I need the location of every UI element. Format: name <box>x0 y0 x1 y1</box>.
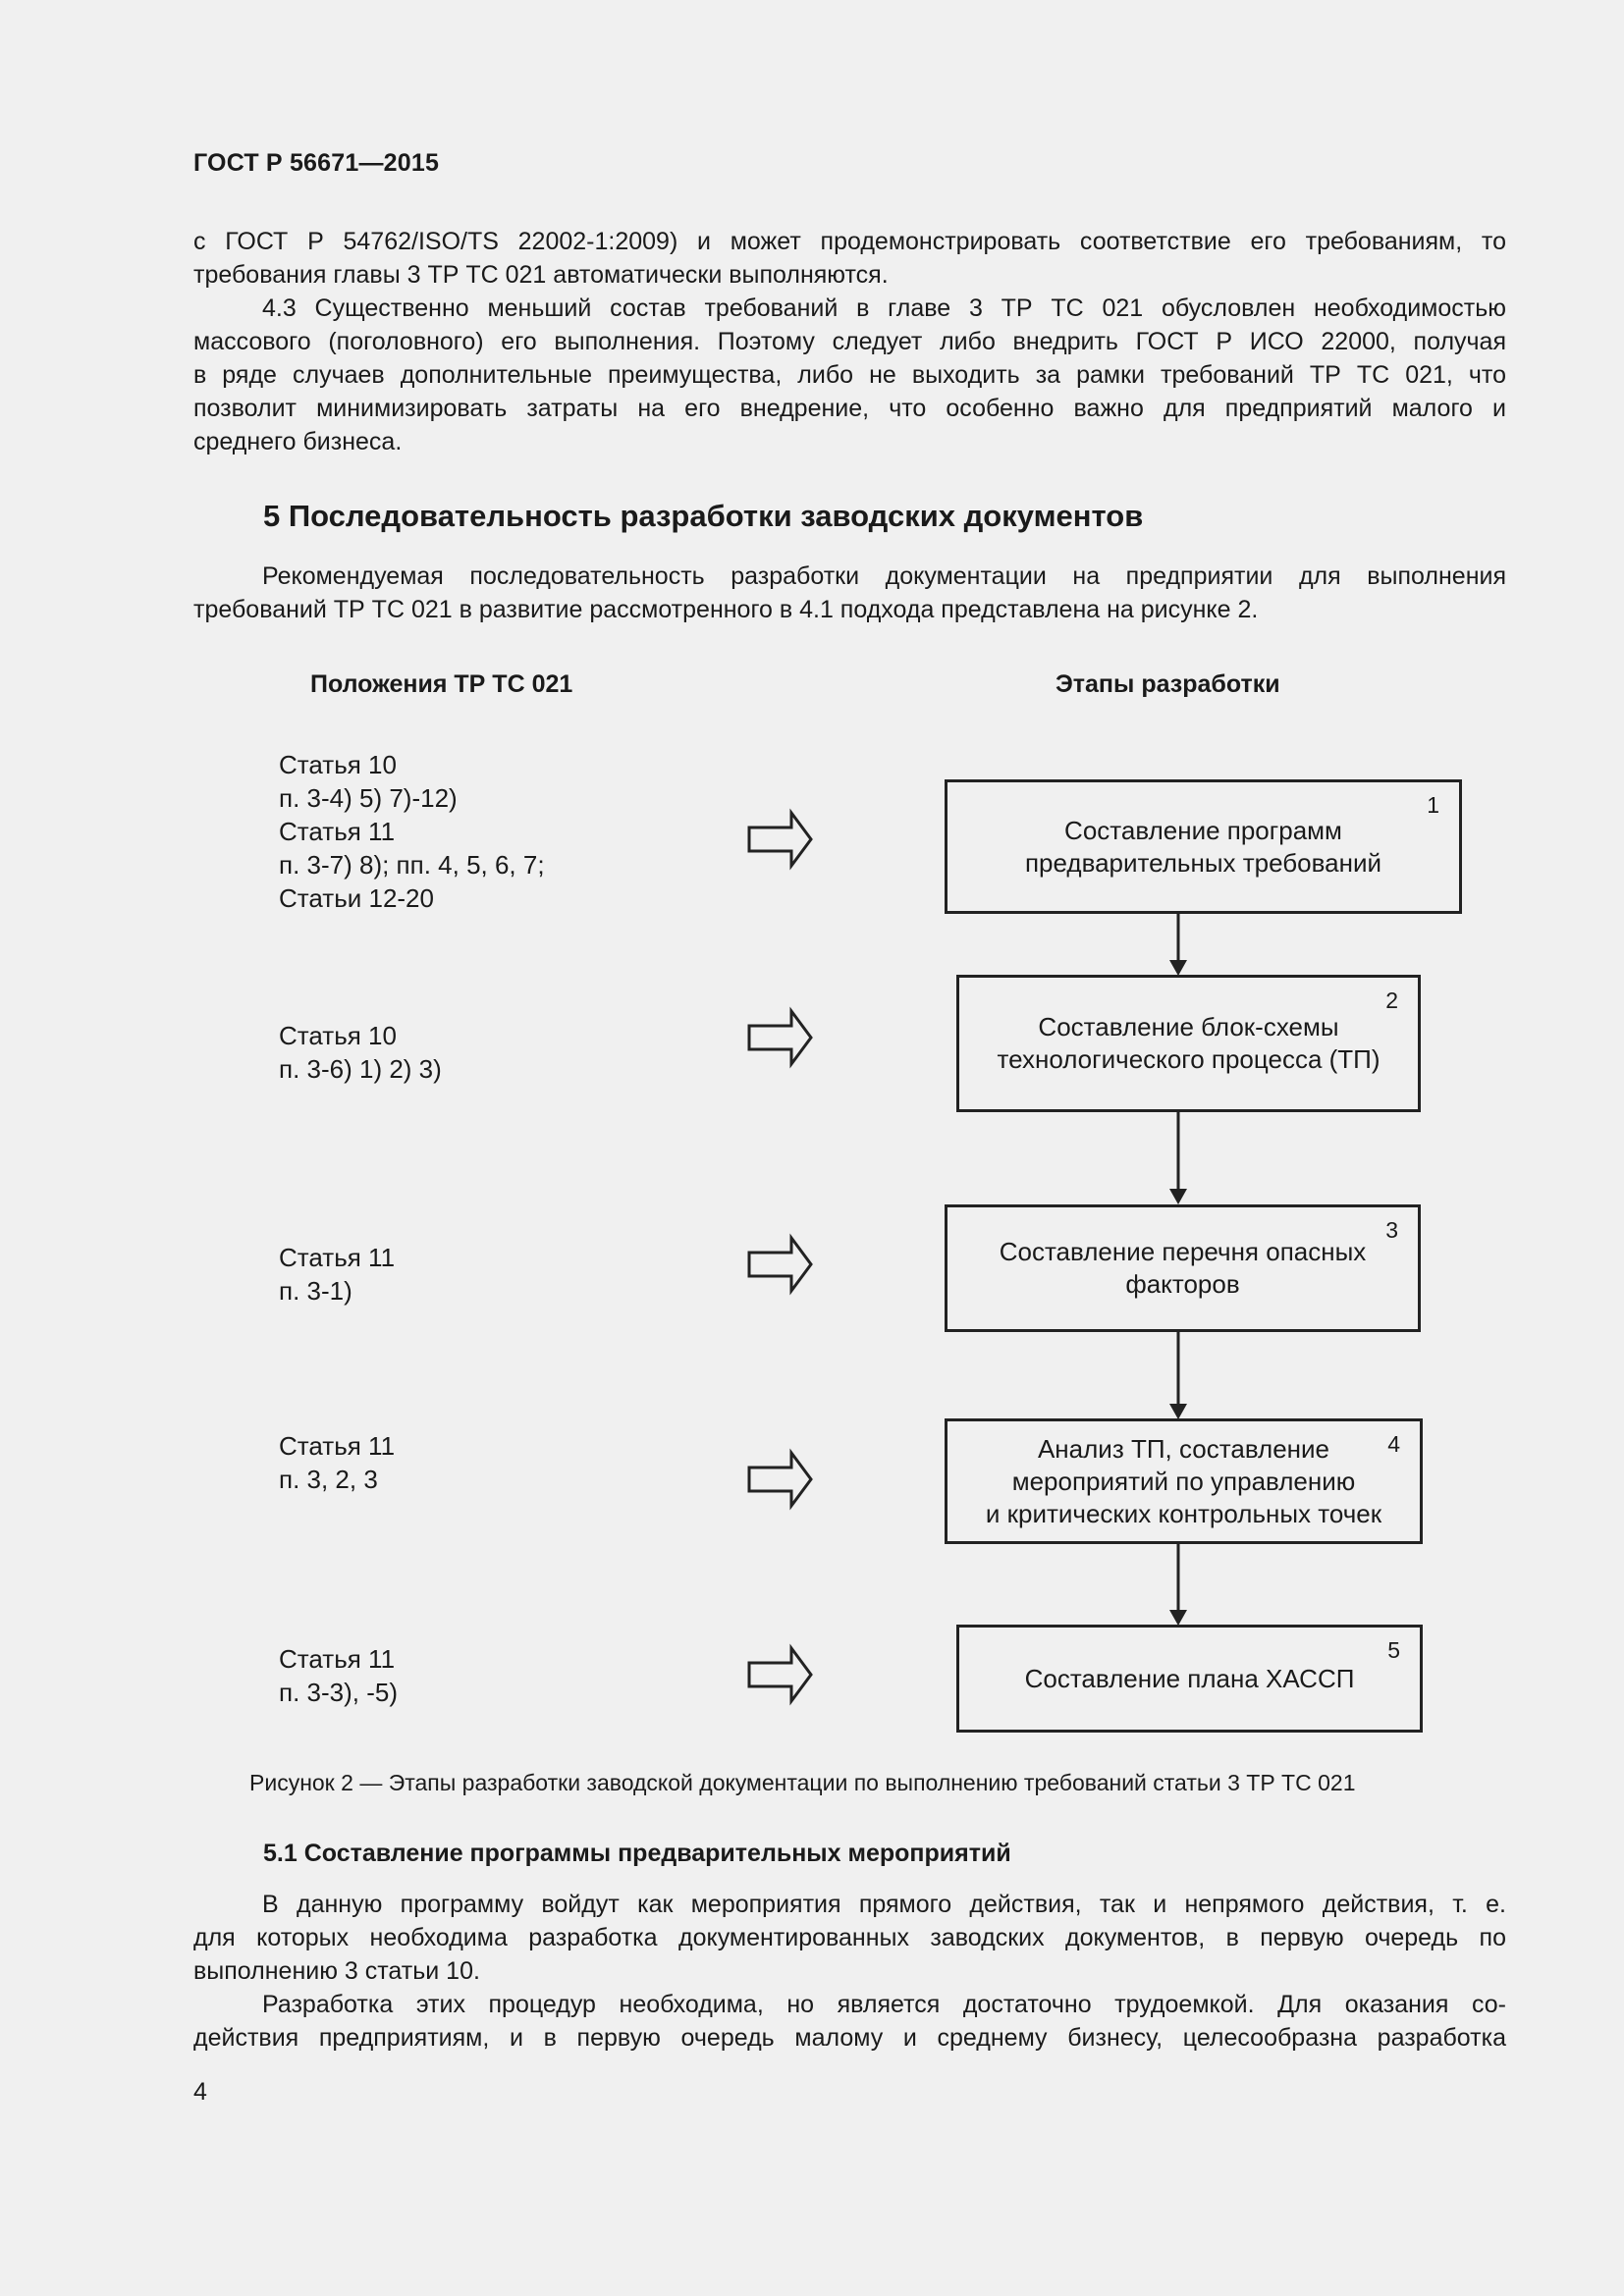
stage-line: технологического процесса (ТП) <box>997 1044 1380 1074</box>
stage-line: Составление блок-схемы <box>1038 1012 1339 1041</box>
text-line: выполнению 3 статьи 10. <box>193 1957 480 1985</box>
stage-text <box>1000 1236 1367 1301</box>
stage-text <box>997 1011 1380 1076</box>
arrowhead-down-icon <box>1169 960 1187 976</box>
hollow-arrow-icon <box>749 1648 811 1701</box>
stage-line: Составление плана ХАССП <box>1024 1663 1355 1693</box>
text-line: для которых необходима разработка документированных заводских документов, в первую очередь по <box>193 1924 1506 1951</box>
text-line: с ГОСТ Р 54762/ISO/TS 22002-1:2009) и может продемонстрировать соответствие его требованиям, то <box>193 228 1506 255</box>
figure-right-header: Этапы разработки <box>1056 670 1280 698</box>
stage-line: предварительных требований <box>1024 847 1382 878</box>
stage-box-1 <box>945 779 1462 914</box>
text-line: В данную программу войдут как мероприятия прямого действия, так и непрямого действия, т. е. <box>262 1891 1506 1918</box>
provision-line: п. 3, 2, 3 <box>279 1465 378 1494</box>
arrowhead-down-icon <box>1169 1189 1187 1204</box>
stage-text <box>1025 1663 1355 1695</box>
provision-line: п. 3-1) <box>279 1276 352 1306</box>
text-line: Рекомендуемая последовательность разработки документации на предприятии для выполнения <box>262 562 1506 590</box>
provision-line: Статья 11 <box>279 1644 396 1674</box>
stage-line: факторов <box>1125 1269 1240 1299</box>
figure-left-header: Положения ТР ТС 021 <box>310 670 573 698</box>
stage-line: мероприятий по управлению <box>1011 1466 1356 1496</box>
stage-box-3 <box>945 1204 1421 1332</box>
provision-line: Статья 10 <box>279 750 397 779</box>
stage-number: 2 <box>1385 988 1398 1013</box>
provision-line: Статья 10 <box>279 1021 397 1050</box>
stage-number: 3 <box>1385 1217 1398 1243</box>
text-line: требования главы 3 ТР ТС 021 автоматически выполняются. <box>193 261 889 289</box>
stage-text <box>1025 815 1381 880</box>
stage-number: 4 <box>1387 1431 1400 1457</box>
section-5-title: 5 Последовательность разработки заводских документов <box>263 499 1144 533</box>
provision-line: Статья 11 <box>279 1431 396 1461</box>
stage-line: и критических контрольных точек <box>985 1498 1382 1528</box>
subsection-5-1-title: 5.1 Составление программы предварительных мероприятий <box>263 1840 1011 1867</box>
hollow-arrow-icon <box>749 1238 811 1291</box>
hollow-arrow-icon <box>749 1453 811 1506</box>
stage-line: Составление перечня опасных <box>999 1237 1367 1266</box>
provision-line: п. 3-6) 1) 2) 3) <box>279 1054 442 1084</box>
provision-line: Статьи 12-20 <box>279 883 434 913</box>
stage-line: Составление программ <box>1064 815 1342 845</box>
text-line: среднего бизнеса. <box>193 428 403 455</box>
provision-line: п. 3-3), -5) <box>279 1678 398 1707</box>
text-line: Разработка этих процедур необходима, но является достаточно трудоемкой. Для оказания со- <box>262 1991 1506 2018</box>
stage-number: 5 <box>1387 1637 1400 1663</box>
text-line: 4.3 Существенно меньший состав требований в главе 3 ТР ТС 021 обусловлен необходимостью <box>262 294 1506 322</box>
subsection-5-1-para-2 <box>193 1988 1506 2055</box>
stage-text <box>986 1433 1381 1530</box>
provision-line: п. 3-7) 8); пп. 4, 5, 6, 7; <box>279 850 545 880</box>
stage-number: 1 <box>1427 792 1439 818</box>
provision-line: п. 3-4) 5) 7)-12) <box>279 783 458 813</box>
hollow-arrow-icon <box>749 1011 811 1064</box>
page-number: 4 <box>193 2078 207 2106</box>
text-line: требований ТР ТС 021 в развитие рассмотренного в 4.1 подхода представлена на рисунке 2. <box>193 596 1259 623</box>
provision-line: Статья 11 <box>279 1243 396 1272</box>
document-header: ГОСТ Р 56671—2015 <box>193 149 440 177</box>
hollow-arrow-icon <box>749 813 811 866</box>
text-line: массового (поголовного) его выполнения. Поэтому следует либо внедрить ГОСТ Р ИСО 22000, получая <box>193 328 1506 355</box>
stage-box-5 <box>956 1625 1423 1733</box>
text-line: в ряде случаев дополнительные преимущества, либо не выходить за рамки требований ТР ТС 021, что <box>193 361 1506 389</box>
stage-box-2 <box>956 975 1421 1112</box>
arrowhead-down-icon <box>1169 1404 1187 1419</box>
provision-line: Статья 11 <box>279 817 396 846</box>
text-line: действия предприятиям, и в первую очередь малому и среднему бизнесу, целесообразна разработка <box>193 2024 1506 2052</box>
stage-box-4 <box>945 1418 1423 1544</box>
figure-caption: Рисунок 2 — Этапы разработки заводской документации по выполнению требований статьи 3 ТР ТС 021 <box>249 1770 1356 1795</box>
arrowhead-down-icon <box>1169 1610 1187 1626</box>
stage-line: Анализ ТП, составление <box>1037 1433 1330 1464</box>
text-line: позволит минимизировать затраты на его внедрение, что особенно важно для предприятий малого и <box>193 395 1506 422</box>
subsection-5-1-para-1 <box>193 1888 1506 1988</box>
